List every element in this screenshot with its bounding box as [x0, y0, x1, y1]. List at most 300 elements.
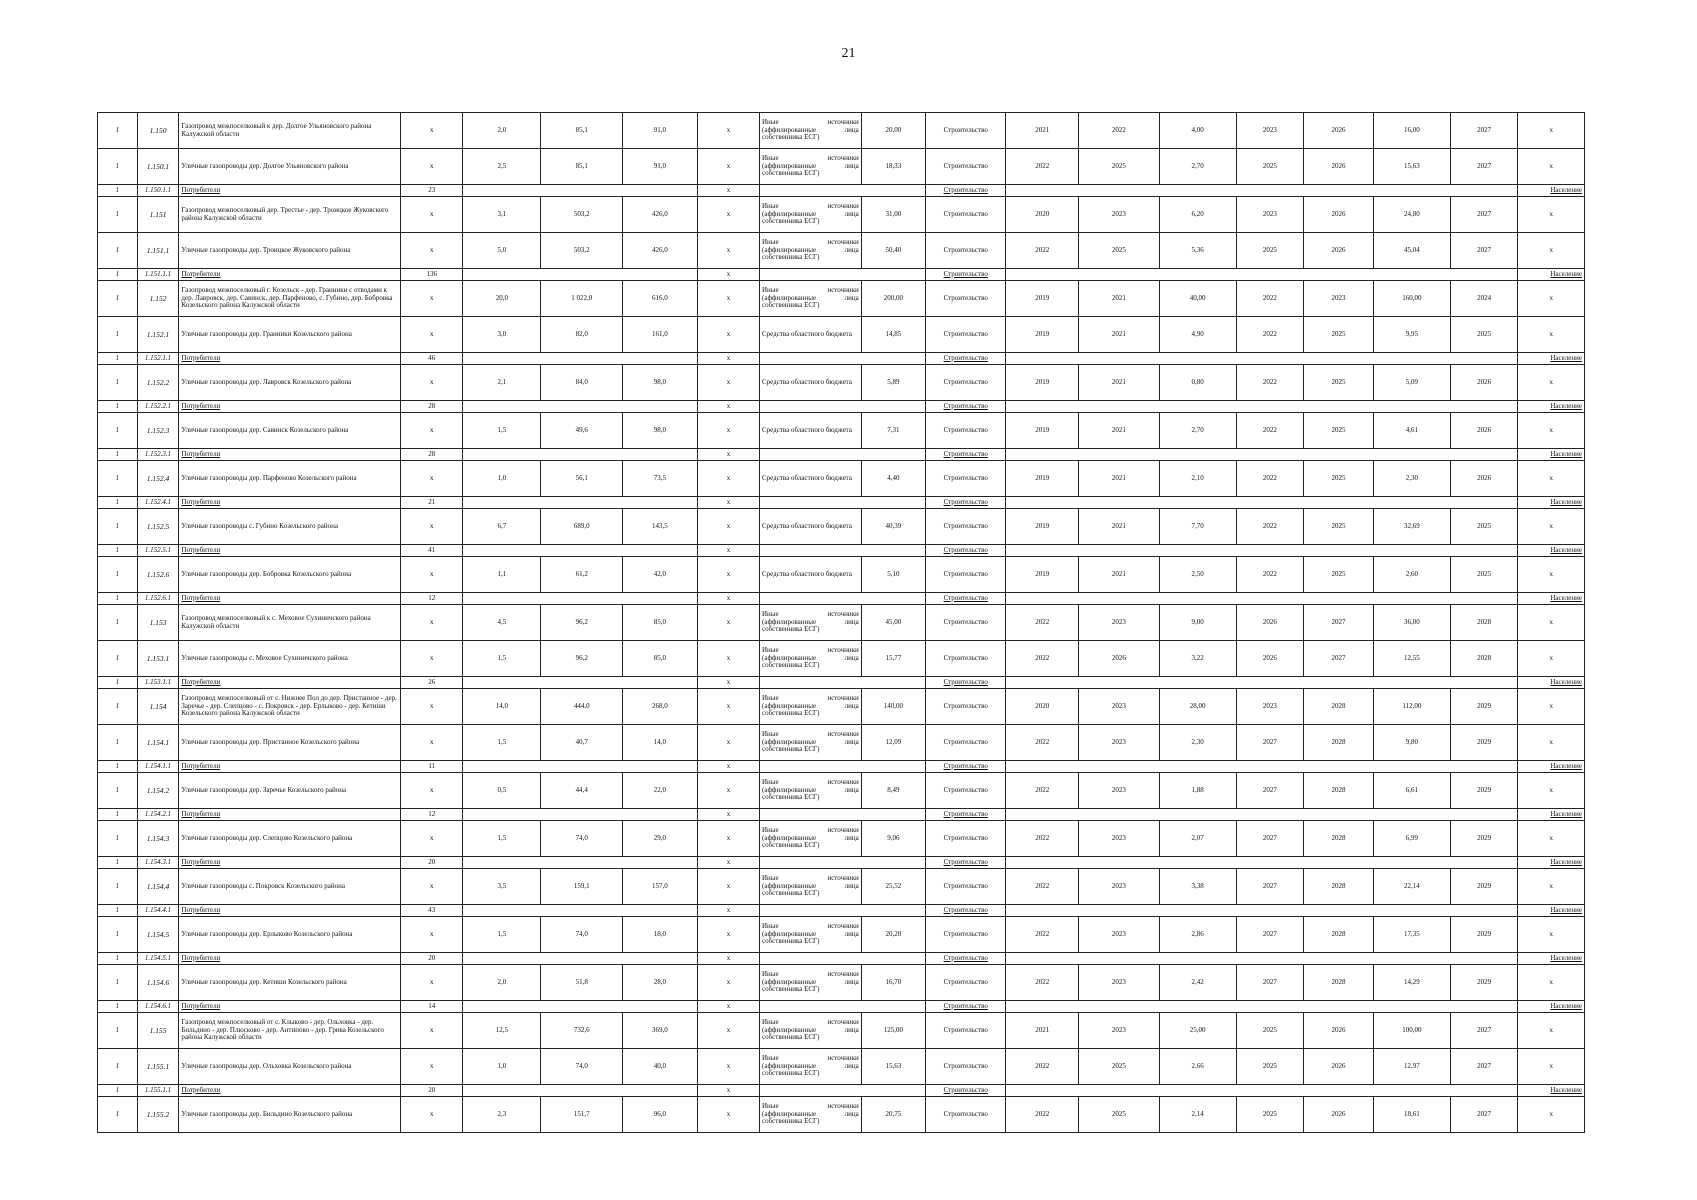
consumers-count-cell: 46 — [401, 353, 463, 365]
year-start-cell: 2019 — [1006, 461, 1079, 497]
year-start-cell: 2019 — [1006, 557, 1079, 593]
year-3-cell: 2025 — [1236, 1049, 1303, 1085]
volume-cell: 85,1 — [541, 149, 622, 185]
year-3-cell: 2025 — [1236, 1097, 1303, 1133]
value-2-cell: 112,00 — [1373, 689, 1450, 725]
year-start-cell: 2022 — [1006, 149, 1079, 185]
value-1-cell: 6,20 — [1159, 197, 1236, 233]
final-mark-cell: x — [1518, 197, 1585, 233]
capacity-cell: 616,0 — [622, 281, 697, 317]
row-code-cell: 1.150.1 — [137, 149, 179, 185]
consumers-cell: x — [401, 869, 463, 905]
value-1-cell: 4,00 — [1159, 113, 1236, 149]
final-mark-cell: x — [1518, 317, 1585, 353]
length-cell: 0,5 — [463, 773, 541, 809]
note-cell: Население — [1518, 761, 1585, 773]
empty-cell — [463, 269, 698, 281]
value-1-cell: 5,36 — [1159, 233, 1236, 269]
mark-cell: x — [697, 905, 759, 917]
length-cell: 1,5 — [463, 821, 541, 857]
work-type-cell: Строительство — [926, 677, 1006, 689]
year-4-cell: 2026 — [1304, 197, 1374, 233]
mark-cell: x — [697, 593, 759, 605]
consumer-row — [98, 857, 1585, 869]
length-cell: 1,5 — [463, 725, 541, 761]
consumers-cell: x — [401, 605, 463, 641]
work-type-cell: Строительство — [926, 509, 1006, 545]
mark-cell: x — [697, 965, 759, 1001]
row-code-cell: 1.154.4 — [137, 869, 179, 905]
note-cell: Население — [1518, 809, 1585, 821]
row-section-cell: 1 — [98, 905, 138, 917]
row-code-cell: 1.152.1 — [137, 317, 179, 353]
row-section-cell: 1 — [98, 965, 138, 1001]
object-name-cell: Уличные газопроводы дер. Пристанное Козельского района — [179, 725, 401, 761]
volume-cell: 96,2 — [541, 641, 622, 677]
row-code-cell: 1.154.6 — [137, 965, 179, 1001]
amount-cell: 7,31 — [861, 413, 925, 449]
table-row — [98, 509, 1585, 545]
work-type-cell: Строительство — [926, 557, 1006, 593]
amount-cell: 8,49 — [861, 773, 925, 809]
row-code-cell: 1.154.5 — [137, 917, 179, 953]
capacity-cell: 22,0 — [622, 773, 697, 809]
consumer-row — [98, 401, 1585, 413]
gas-pipeline-table — [97, 112, 1585, 1133]
final-mark-cell: x — [1518, 605, 1585, 641]
year-3-cell: 2027 — [1236, 725, 1303, 761]
work-type-cell: Строительство — [926, 197, 1006, 233]
year-5-cell: 2027 — [1450, 197, 1517, 233]
row-section-cell: 1 — [98, 317, 138, 353]
year-4-cell: 2028 — [1304, 773, 1374, 809]
length-cell: 3,1 — [463, 197, 541, 233]
empty-cell — [463, 1085, 698, 1097]
year-end-cell: 2021 — [1079, 557, 1159, 593]
year-start-cell: 2022 — [1006, 1097, 1079, 1133]
consumers-cell: x — [401, 725, 463, 761]
year-3-cell: 2023 — [1236, 113, 1303, 149]
amount-cell: 40,39 — [861, 509, 925, 545]
year-end-cell: 2025 — [1079, 1049, 1159, 1085]
capacity-cell: 42,0 — [622, 557, 697, 593]
mark-cell: x — [697, 353, 759, 365]
year-start-cell: 2022 — [1006, 821, 1079, 857]
length-cell: 1,0 — [463, 1049, 541, 1085]
value-1-cell: 2,42 — [1159, 965, 1236, 1001]
row-section-cell: 1 — [98, 545, 138, 557]
consumers-label-cell: Потребители — [179, 353, 401, 365]
value-1-cell: 3,38 — [1159, 869, 1236, 905]
empty-cell — [463, 545, 698, 557]
amount-cell: 15,77 — [861, 641, 925, 677]
funding-source-cell: Иные источники (аффилированные лица собственника ЕСГ) — [760, 113, 862, 149]
consumers-cell: x — [401, 509, 463, 545]
empty-cell — [463, 401, 698, 413]
year-5-cell: 2027 — [1450, 1013, 1517, 1049]
funding-source-cell: Средства областного бюджета — [760, 413, 862, 449]
value-1-cell: 28,00 — [1159, 689, 1236, 725]
volume-cell: 82,0 — [541, 317, 622, 353]
work-type-cell: Строительство — [926, 365, 1006, 401]
value-2-cell: 160,00 — [1373, 281, 1450, 317]
year-end-cell: 2023 — [1079, 725, 1159, 761]
year-start-cell: 2020 — [1006, 197, 1079, 233]
consumers-count-cell: 14 — [401, 1001, 463, 1013]
year-end-cell: 2021 — [1079, 413, 1159, 449]
year-5-cell: 2026 — [1450, 461, 1517, 497]
consumers-cell: x — [401, 233, 463, 269]
mark-cell: x — [697, 401, 759, 413]
row-code-cell: 1.152.2.1 — [137, 401, 179, 413]
value-2-cell: 18,61 — [1373, 1097, 1450, 1133]
funding-source-cell: Средства областного бюджета — [760, 509, 862, 545]
value-1-cell: 2,70 — [1159, 413, 1236, 449]
volume-cell: 61,2 — [541, 557, 622, 593]
capacity-cell: 85,0 — [622, 605, 697, 641]
length-cell: 2,3 — [463, 1097, 541, 1133]
consumer-row — [98, 905, 1585, 917]
capacity-cell: 157,0 — [622, 869, 697, 905]
value-1-cell: 25,00 — [1159, 1013, 1236, 1049]
empty-cell — [1006, 497, 1518, 509]
work-type-cell: Строительство — [926, 281, 1006, 317]
length-cell: 1,5 — [463, 917, 541, 953]
length-cell: 20,0 — [463, 281, 541, 317]
value-2-cell: 12,55 — [1373, 641, 1450, 677]
object-name-cell: Уличные газопроводы дер. Троицкое Жуковского района — [179, 233, 401, 269]
year-start-cell: 2019 — [1006, 317, 1079, 353]
row-code-cell: 1.151 — [137, 197, 179, 233]
table-row — [98, 773, 1585, 809]
consumers-label-cell: Потребители — [179, 1085, 401, 1097]
row-code-cell: 1.151.1.1 — [137, 269, 179, 281]
length-cell: 1,1 — [463, 557, 541, 593]
value-2-cell: 2,30 — [1373, 461, 1450, 497]
row-code-cell: 1.154.4.1 — [137, 905, 179, 917]
capacity-cell: 426,0 — [622, 233, 697, 269]
capacity-cell: 85,0 — [622, 641, 697, 677]
row-code-cell: 1.152.3 — [137, 413, 179, 449]
object-name-cell: Уличные газопроводы дер. Лавровск Козельского района — [179, 365, 401, 401]
mark-cell: x — [697, 497, 759, 509]
value-2-cell: 6,99 — [1373, 821, 1450, 857]
table-row — [98, 557, 1585, 593]
work-type-cell: Строительство — [926, 317, 1006, 353]
amount-cell: 31,00 — [861, 197, 925, 233]
empty-cell — [760, 269, 926, 281]
year-5-cell: 2025 — [1450, 317, 1517, 353]
row-section-cell: 1 — [98, 641, 138, 677]
empty-cell — [463, 953, 698, 965]
row-section-cell: 1 — [98, 869, 138, 905]
work-type-cell: Строительство — [926, 1097, 1006, 1133]
funding-source-cell: Иные источники (аффилированные лица собственника ЕСГ) — [760, 773, 862, 809]
amount-cell: 125,00 — [861, 1013, 925, 1049]
empty-cell — [760, 809, 926, 821]
consumers-cell: x — [401, 197, 463, 233]
consumers-count-cell: 20 — [401, 1085, 463, 1097]
mark-cell: x — [697, 365, 759, 401]
row-section-cell: 1 — [98, 821, 138, 857]
length-cell: 2,0 — [463, 113, 541, 149]
consumer-row — [98, 593, 1585, 605]
mark-cell: x — [697, 461, 759, 497]
capacity-cell: 161,0 — [622, 317, 697, 353]
year-end-cell: 2023 — [1079, 605, 1159, 641]
year-5-cell: 2029 — [1450, 821, 1517, 857]
row-code-cell: 1.154.3.1 — [137, 857, 179, 869]
year-3-cell: 2022 — [1236, 413, 1303, 449]
year-start-cell: 2022 — [1006, 917, 1079, 953]
table-row — [98, 917, 1585, 953]
capacity-cell: 143,5 — [622, 509, 697, 545]
mark-cell: x — [697, 605, 759, 641]
value-1-cell: 40,00 — [1159, 281, 1236, 317]
note-cell: Население — [1518, 353, 1585, 365]
empty-cell — [760, 1001, 926, 1013]
amount-cell: 18,33 — [861, 149, 925, 185]
consumer-row — [98, 1001, 1585, 1013]
empty-cell — [760, 953, 926, 965]
row-code-cell: 1.152.2 — [137, 365, 179, 401]
empty-cell — [1006, 953, 1518, 965]
consumer-row — [98, 353, 1585, 365]
row-section-cell: 1 — [98, 509, 138, 545]
year-end-cell: 2021 — [1079, 281, 1159, 317]
value-2-cell: 4,61 — [1373, 413, 1450, 449]
empty-cell — [1006, 593, 1518, 605]
consumer-row — [98, 185, 1585, 197]
value-1-cell: 1,88 — [1159, 773, 1236, 809]
note-cell: Население — [1518, 677, 1585, 689]
volume-cell: 74,0 — [541, 1049, 622, 1085]
row-code-cell: 1.152.6 — [137, 557, 179, 593]
year-5-cell: 2027 — [1450, 233, 1517, 269]
work-type-cell: Строительство — [926, 857, 1006, 869]
note-cell: Население — [1518, 1085, 1585, 1097]
consumers-label-cell: Потребители — [179, 449, 401, 461]
length-cell: 1,0 — [463, 461, 541, 497]
table-row — [98, 113, 1585, 149]
year-3-cell: 2022 — [1236, 317, 1303, 353]
empty-cell — [760, 401, 926, 413]
consumers-label-cell: Потребители — [179, 269, 401, 281]
consumers-count-cell: 136 — [401, 269, 463, 281]
mark-cell: x — [697, 773, 759, 809]
consumers-label-cell: Потребители — [179, 593, 401, 605]
row-code-cell: 1.155.2 — [137, 1097, 179, 1133]
amount-cell: 50,40 — [861, 233, 925, 269]
year-end-cell: 2021 — [1079, 461, 1159, 497]
funding-source-cell: Иные источники (аффилированные лица собственника ЕСГ) — [760, 1013, 862, 1049]
final-mark-cell: x — [1518, 281, 1585, 317]
volume-cell: 732,6 — [541, 1013, 622, 1049]
length-cell: 3,0 — [463, 317, 541, 353]
year-end-cell: 2026 — [1079, 641, 1159, 677]
object-name-cell: Уличные газопроводы дер. Ольховка Козельского района — [179, 1049, 401, 1085]
year-5-cell: 2027 — [1450, 1049, 1517, 1085]
row-section-cell: 1 — [98, 197, 138, 233]
table-row — [98, 365, 1585, 401]
volume-cell: 689,0 — [541, 509, 622, 545]
year-end-cell: 2021 — [1079, 317, 1159, 353]
row-code-cell: 1.154.2.1 — [137, 809, 179, 821]
amount-cell: 4,40 — [861, 461, 925, 497]
capacity-cell: 29,0 — [622, 821, 697, 857]
capacity-cell: 73,5 — [622, 461, 697, 497]
work-type-cell: Строительство — [926, 269, 1006, 281]
row-section-cell: 1 — [98, 1013, 138, 1049]
row-section-cell: 1 — [98, 761, 138, 773]
work-type-cell: Строительство — [926, 917, 1006, 953]
empty-cell — [1006, 857, 1518, 869]
row-code-cell: 1.152.3.1 — [137, 449, 179, 461]
year-start-cell: 2022 — [1006, 605, 1079, 641]
final-mark-cell: x — [1518, 965, 1585, 1001]
year-4-cell: 2026 — [1304, 113, 1374, 149]
consumers-cell: x — [401, 1049, 463, 1085]
value-2-cell: 32,69 — [1373, 509, 1450, 545]
volume-cell: 1 022,0 — [541, 281, 622, 317]
row-code-cell: 1.152.6.1 — [137, 593, 179, 605]
table-row — [98, 1013, 1585, 1049]
final-mark-cell: x — [1518, 821, 1585, 857]
value-2-cell: 15,63 — [1373, 149, 1450, 185]
capacity-cell: 98,0 — [622, 365, 697, 401]
year-4-cell: 2028 — [1304, 917, 1374, 953]
consumers-cell: x — [401, 689, 463, 725]
row-code-cell: 1.154.2 — [137, 773, 179, 809]
year-end-cell: 2022 — [1079, 113, 1159, 149]
amount-cell: 25,52 — [861, 869, 925, 905]
consumers-cell: x — [401, 1097, 463, 1133]
value-2-cell: 9,95 — [1373, 317, 1450, 353]
year-end-cell: 2025 — [1079, 233, 1159, 269]
year-4-cell: 2026 — [1304, 1013, 1374, 1049]
row-code-cell: 1.153.1.1 — [137, 677, 179, 689]
funding-source-cell: Иные источники (аффилированные лица собственника ЕСГ) — [760, 233, 862, 269]
year-end-cell: 2023 — [1079, 1013, 1159, 1049]
value-2-cell: 24,80 — [1373, 197, 1450, 233]
final-mark-cell: x — [1518, 725, 1585, 761]
amount-cell: 140,00 — [861, 689, 925, 725]
year-5-cell: 2025 — [1450, 557, 1517, 593]
year-end-cell: 2023 — [1079, 689, 1159, 725]
row-section-cell: 1 — [98, 233, 138, 269]
value-1-cell: 2,50 — [1159, 557, 1236, 593]
value-1-cell: 2,66 — [1159, 1049, 1236, 1085]
work-type-cell: Строительство — [926, 1085, 1006, 1097]
amount-cell: 20,75 — [861, 1097, 925, 1133]
capacity-cell: 18,0 — [622, 917, 697, 953]
value-1-cell: 2,86 — [1159, 917, 1236, 953]
empty-cell — [463, 677, 698, 689]
object-name-cell: Уличные газопроводы дер. Бильдино Козельского района — [179, 1097, 401, 1133]
year-5-cell: 2028 — [1450, 605, 1517, 641]
value-1-cell: 3,22 — [1159, 641, 1236, 677]
empty-cell — [1006, 401, 1518, 413]
object-name-cell: Уличные газопроводы дер. Кетиши Козельского района — [179, 965, 401, 1001]
amount-cell: 45,00 — [861, 605, 925, 641]
empty-cell — [463, 449, 698, 461]
year-3-cell: 2022 — [1236, 365, 1303, 401]
table-row — [98, 689, 1585, 725]
consumers-count-cell: 11 — [401, 761, 463, 773]
value-2-cell: 2,60 — [1373, 557, 1450, 593]
work-type-cell: Строительство — [926, 497, 1006, 509]
final-mark-cell: x — [1518, 869, 1585, 905]
year-start-cell: 2019 — [1006, 413, 1079, 449]
consumers-cell: x — [401, 773, 463, 809]
value-1-cell: 9,00 — [1159, 605, 1236, 641]
year-start-cell: 2022 — [1006, 869, 1079, 905]
year-start-cell: 2022 — [1006, 233, 1079, 269]
consumer-row — [98, 677, 1585, 689]
row-code-cell: 1.152.4.1 — [137, 497, 179, 509]
mark-cell: x — [697, 281, 759, 317]
year-end-cell: 2023 — [1079, 917, 1159, 953]
funding-source-cell: Иные источники (аффилированные лица собственника ЕСГ) — [760, 821, 862, 857]
length-cell: 2,0 — [463, 965, 541, 1001]
year-start-cell: 2019 — [1006, 365, 1079, 401]
amount-cell: 9,06 — [861, 821, 925, 857]
note-cell: Население — [1518, 497, 1585, 509]
length-cell: 4,5 — [463, 605, 541, 641]
row-section-cell: 1 — [98, 605, 138, 641]
funding-source-cell: Средства областного бюджета — [760, 365, 862, 401]
mark-cell: x — [697, 413, 759, 449]
row-code-cell: 1.154.3 — [137, 821, 179, 857]
row-section-cell: 1 — [98, 1097, 138, 1133]
consumers-cell: x — [401, 1013, 463, 1049]
funding-source-cell: Иные источники (аффилированные лица собственника ЕСГ) — [760, 965, 862, 1001]
mark-cell: x — [697, 509, 759, 545]
work-type-cell: Строительство — [926, 185, 1006, 197]
empty-cell — [760, 1085, 926, 1097]
consumers-label-cell: Потребители — [179, 677, 401, 689]
empty-cell — [463, 761, 698, 773]
year-4-cell: 2025 — [1304, 413, 1374, 449]
row-code-cell: 1.154 — [137, 689, 179, 725]
year-start-cell: 2021 — [1006, 113, 1079, 149]
consumers-count-cell: 12 — [401, 809, 463, 821]
year-3-cell: 2022 — [1236, 461, 1303, 497]
row-code-cell: 1.152.4 — [137, 461, 179, 497]
capacity-cell: 96,0 — [622, 1097, 697, 1133]
length-cell: 2,5 — [463, 149, 541, 185]
capacity-cell: 14,0 — [622, 725, 697, 761]
year-5-cell: 2027 — [1450, 113, 1517, 149]
mark-cell: x — [697, 761, 759, 773]
volume-cell: 56,1 — [541, 461, 622, 497]
year-end-cell: 2023 — [1079, 197, 1159, 233]
row-section-cell: 1 — [98, 593, 138, 605]
funding-source-cell: Иные источники (аффилированные лица собственника ЕСГ) — [760, 725, 862, 761]
mark-cell: x — [697, 1001, 759, 1013]
year-5-cell: 2025 — [1450, 509, 1517, 545]
table-row — [98, 149, 1585, 185]
empty-cell — [463, 593, 698, 605]
consumers-count-cell: 21 — [401, 497, 463, 509]
consumers-cell: x — [401, 641, 463, 677]
funding-source-cell: Иные источники (аффилированные лица собственника ЕСГ) — [760, 689, 862, 725]
table-row — [98, 641, 1585, 677]
mark-cell: x — [697, 857, 759, 869]
consumers-label-cell: Потребители — [179, 809, 401, 821]
empty-cell — [760, 497, 926, 509]
object-name-cell: Газопровод межпоселковый дер. Трестье - дер. Троицкое Жуковского района Калужской области — [179, 197, 401, 233]
